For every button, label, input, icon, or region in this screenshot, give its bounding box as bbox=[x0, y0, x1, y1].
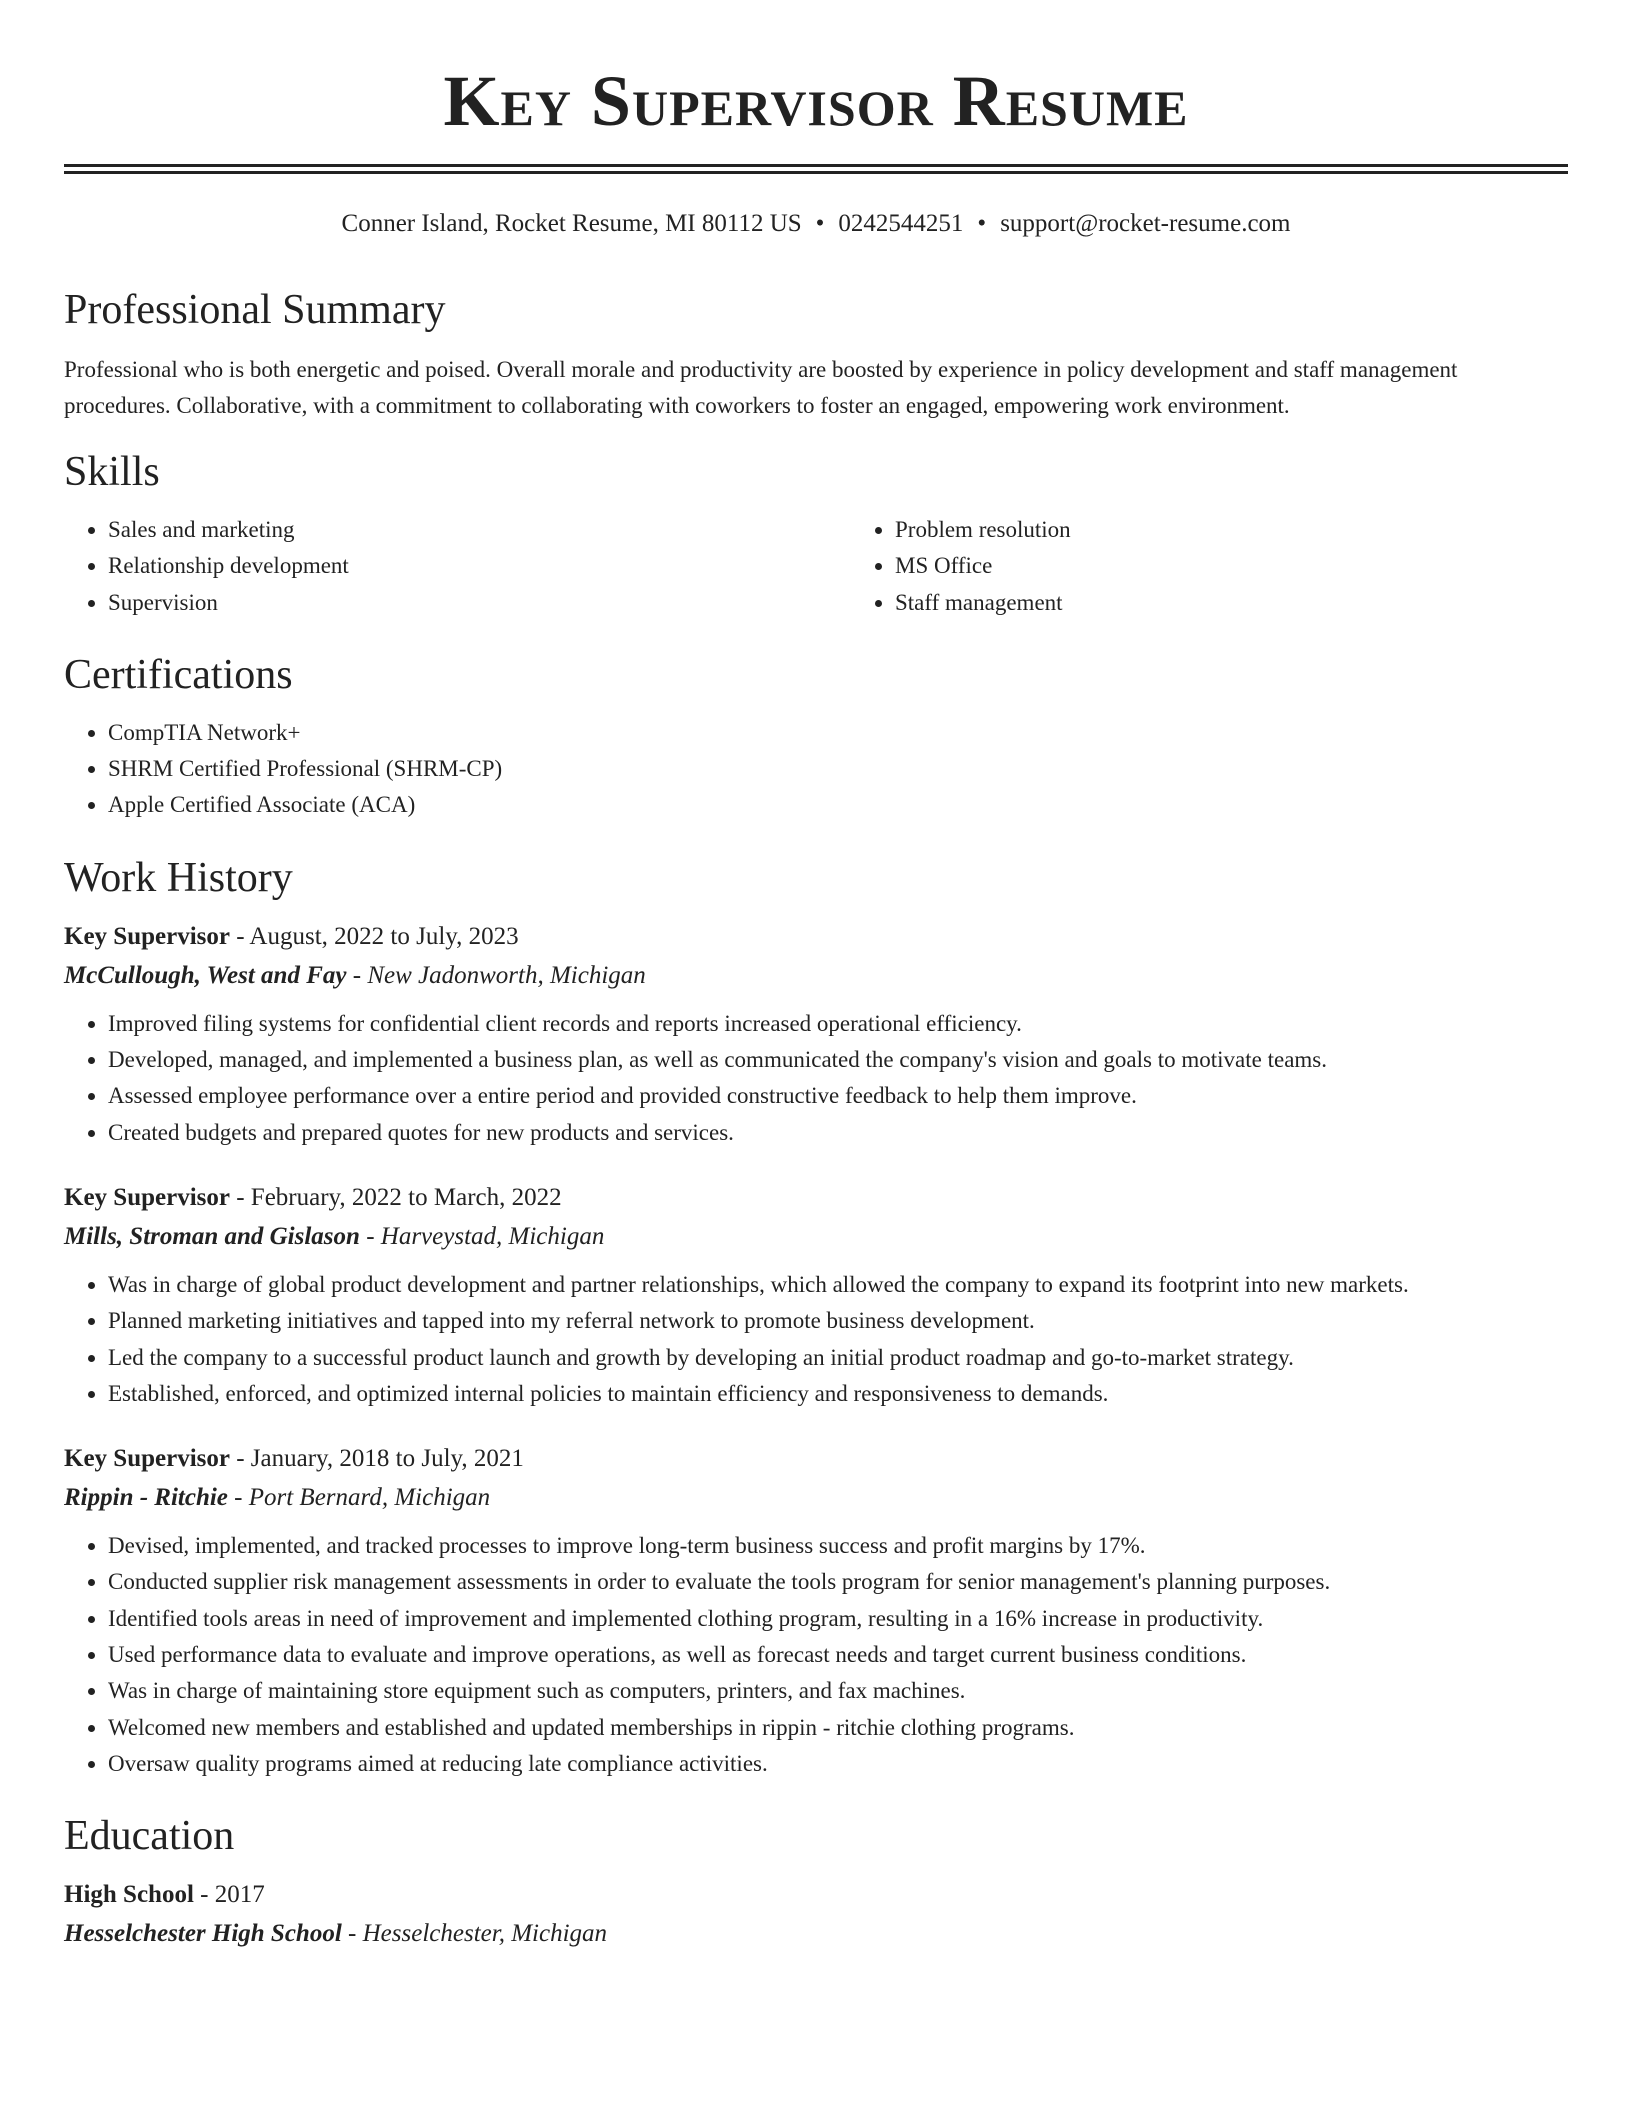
job-entry bbox=[64, 918, 1568, 1151]
job-bullets bbox=[64, 1267, 1568, 1412]
job-bullet: • Created budgets and prepared quotes for new products and services. bbox=[108, 1115, 1568, 1151]
education-school: Hesselchester High School bbox=[64, 1920, 342, 1948]
dash: - bbox=[234, 1484, 243, 1512]
skill-item: • Problem resolution bbox=[895, 512, 1632, 548]
job-dates: January, 2018 to July, 2021 bbox=[250, 1445, 524, 1473]
summary-text: Professional who is both energetic and poised. Overall morale and productivity are boosted by experience in policy development and staff management procedures. Collaborative, with a commitment to collaborating with coworkers to foster an engaged, empowering work environment. bbox=[64, 357, 1458, 418]
job-bullet: • Devised, implemented, and tracked processes to improve long-term business success and profit margins by 17%. bbox=[108, 1528, 1568, 1564]
education-heading: Education bbox=[64, 1813, 235, 1860]
job-title-line bbox=[64, 1179, 1568, 1217]
job-bullet: • Was in charge of global product development and partner relationships, which allowed the company to expand its footprint into new markets. bbox=[108, 1267, 1568, 1303]
job-company: Mills, Stroman and Gislason bbox=[64, 1222, 360, 1250]
resume-title: Key Supervisor Resume bbox=[443, 61, 1189, 141]
certification-item: • CompTIA Network+ bbox=[108, 715, 1568, 751]
job-bullet: • Improved filing systems for confidential client records and reports increased operational efficiency. bbox=[108, 1006, 1568, 1042]
contact-email: support@rocket-resume.com bbox=[1000, 210, 1291, 237]
job-title-line bbox=[64, 918, 1568, 956]
job-bullet: • Welcomed new members and established and updated memberships in rippin - ritchie clothing programs. bbox=[108, 1710, 1568, 1746]
skills-list-right bbox=[851, 512, 1632, 621]
contact-separator: • bbox=[977, 210, 987, 237]
job-bullets bbox=[64, 1006, 1568, 1151]
education-location: Hesselchester, Michigan bbox=[362, 1920, 608, 1948]
education-degree: High School bbox=[64, 1881, 194, 1909]
job-dates: August, 2022 to July, 2023 bbox=[249, 922, 519, 950]
job-entry bbox=[64, 1440, 1568, 1782]
job-bullet: • Oversaw quality programs aimed at reducing late compliance activities. bbox=[108, 1746, 1568, 1782]
title-double-rule bbox=[64, 164, 1568, 174]
dash: - bbox=[348, 1920, 357, 1948]
dash: - bbox=[236, 1445, 245, 1473]
education-degree-line bbox=[64, 1876, 1568, 1914]
job-bullet: • Led the company to a successful product launch and growth by developing an initial product roadmap and go-to-market strategy. bbox=[108, 1340, 1568, 1376]
dash: - bbox=[366, 1222, 375, 1250]
certification-item: • Apple Certified Associate (ACA) bbox=[108, 787, 1568, 823]
skill-item: • MS Office bbox=[895, 548, 1632, 584]
job-company: McCullough, West and Fay bbox=[64, 961, 347, 989]
job-bullet: • Conducted supplier risk management assessments in order to evaluate the tools program for senior management's planning purposes. bbox=[108, 1564, 1568, 1600]
skill-item: • Relationship development bbox=[108, 548, 851, 584]
dash: - bbox=[352, 961, 362, 989]
job-title: Key Supervisor bbox=[64, 1183, 230, 1211]
work-history-section bbox=[64, 850, 1568, 1782]
job-company-line bbox=[64, 1478, 1568, 1518]
education-year: 2017 bbox=[214, 1881, 265, 1909]
job-title: Key Supervisor bbox=[64, 922, 230, 950]
work-history-heading: Work History bbox=[64, 854, 293, 901]
certifications-heading: Certifications bbox=[64, 651, 293, 698]
job-location: Port Bernard, Michigan bbox=[248, 1484, 491, 1512]
job-bullet: • Identified tools areas in need of improvement and implemented clothing program, resulting in a 16% increase in productivity. bbox=[108, 1601, 1568, 1637]
education-section bbox=[64, 1808, 1568, 1954]
job-location: New Jadonworth, Michigan bbox=[367, 961, 646, 989]
certification-item: • SHRM Certified Professional (SHRM-CP) bbox=[108, 751, 1568, 787]
certifications-section bbox=[64, 647, 1568, 824]
job-company: Rippin - Ritchie bbox=[64, 1484, 228, 1512]
job-bullet: • Developed, managed, and implemented a business plan, as well as communicated the company's vision and goals to motivate teams. bbox=[108, 1042, 1568, 1078]
job-company-line bbox=[64, 956, 1568, 996]
contact-line bbox=[64, 208, 1568, 240]
contact-address: Conner Island, Rocket Resume, MI 80112 US bbox=[341, 210, 802, 237]
skills-list-left bbox=[64, 512, 851, 621]
job-bullet: • Planned marketing initiatives and tapped into my referral network to promote business development. bbox=[108, 1303, 1568, 1339]
job-bullet: • Used performance data to evaluate and improve operations, as well as forecast needs and target current business conditions. bbox=[108, 1637, 1568, 1673]
job-company-line bbox=[64, 1217, 1568, 1257]
job-bullet: • Established, enforced, and optimized internal policies to maintain efficiency and responsiveness to demands. bbox=[108, 1376, 1568, 1412]
summary-heading: Professional Summary bbox=[64, 287, 446, 333]
skills-heading: Skills bbox=[64, 449, 160, 495]
job-title: Key Supervisor bbox=[64, 1445, 230, 1473]
skills-grid bbox=[64, 512, 1568, 621]
job-bullet: • Assessed employee performance over a entire period and provided constructive feedback to help them improve. bbox=[108, 1078, 1568, 1114]
job-dates: February, 2022 to March, 2022 bbox=[250, 1183, 562, 1211]
job-bullets bbox=[64, 1528, 1568, 1782]
skill-item: • Sales and marketing bbox=[108, 512, 851, 548]
job-title-line bbox=[64, 1440, 1568, 1478]
dash: - bbox=[200, 1881, 209, 1909]
job-location: Harveystad, Michigan bbox=[380, 1222, 605, 1250]
contact-separator: • bbox=[815, 210, 825, 237]
skill-item: • Staff management bbox=[895, 585, 1632, 621]
job-entry bbox=[64, 1179, 1568, 1412]
contact-phone: 0242544251 bbox=[838, 210, 964, 237]
education-entry bbox=[64, 1876, 1568, 1954]
summary-section bbox=[64, 282, 1568, 424]
certifications-list bbox=[64, 715, 1568, 824]
dash: - bbox=[236, 922, 245, 950]
education-school-line bbox=[64, 1914, 1568, 1954]
skill-item: • Supervision bbox=[108, 585, 851, 621]
skills-section bbox=[64, 444, 1568, 621]
job-bullet: • Was in charge of maintaining store equipment such as computers, printers, and fax machines. bbox=[108, 1673, 1568, 1709]
dash: - bbox=[236, 1183, 245, 1211]
